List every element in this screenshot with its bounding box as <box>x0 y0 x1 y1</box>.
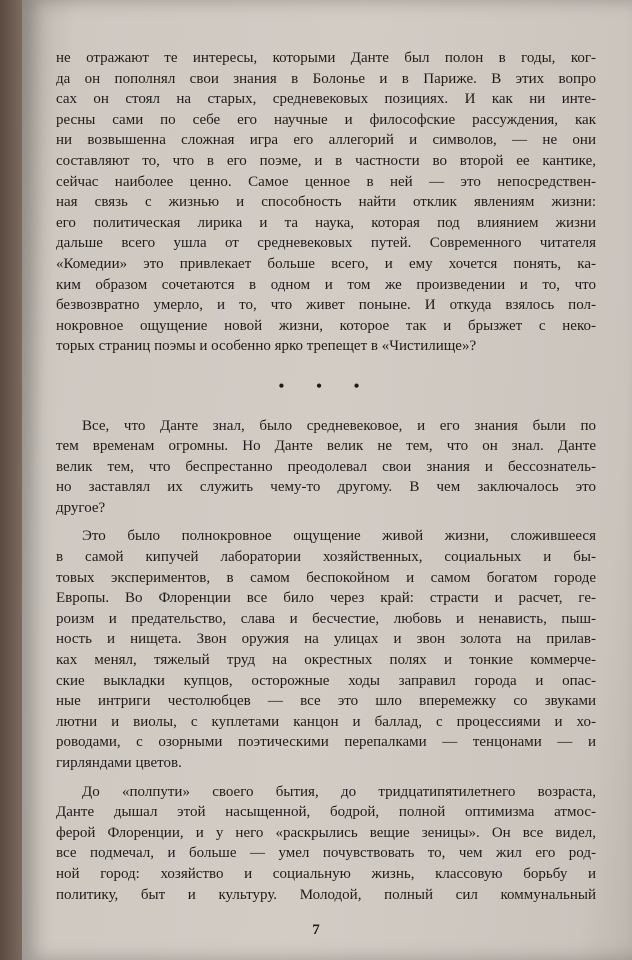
text-line: все подмечал, и больше — умел почувствовать то, чем жил его род- <box>56 845 596 862</box>
text-line: не отражают те интересы, которыми Данте был полон в годы, ког- <box>56 50 596 66</box>
text-line: ни возвышенна сложная игра его аллегорий и символов, — не они <box>56 132 596 149</box>
text-line: его политическая лирика и та наука, которая под влиянием жизни <box>56 214 596 231</box>
paragraph-3 <box>56 526 596 773</box>
text-line: другое? <box>56 499 106 516</box>
text-line: да он пополнял свои знания в Болонье и в Париже. В этих вопро <box>56 70 596 87</box>
text-line: сейчас наиболее ценно. Самое ценное в ней — это непосредствен- <box>56 173 596 190</box>
text-line: ферой Флоренции, и у него «раскрылись вещие зеницы». Он все видел, <box>56 824 596 841</box>
text-line: ной город: хозяйство и социальную жизнь, классовую борьбу и <box>56 865 596 882</box>
text-line: Данте дышал этой насыщенной, бодрой, полной оптимизма атмос- <box>56 804 596 821</box>
text-line: Европы. Во Флоренции все било через край: страсти и расчет, ге- <box>56 590 596 607</box>
text-line: ность и нищета. Звон оружия на улицах и звон золота на прилав- <box>56 631 596 648</box>
text-line: До «полпути» своего бытия, до тридцатипятилетнего возраста, <box>82 783 596 800</box>
text-line: тем временам огромны. Но Данте велик не тем, что он знал. Данте <box>56 438 596 455</box>
text-line: торых страниц поэмы и особенно ярко трепещет в «Чистилище»? <box>56 338 477 355</box>
text-line: роводами, с озорными поэтическими перепалками — тенцонами — и <box>56 734 596 751</box>
page-number: 7 <box>312 922 320 938</box>
text-line: лютни и виолы, с куплетами канцон и баллад, с процессиями и хо- <box>56 713 596 730</box>
text-line: ские выкладки купцов, осторожные ходы заправил города и опас- <box>56 672 596 689</box>
text-line: Все, что Данте знал, было средневековое, и его знания были по <box>82 417 596 434</box>
text-line: ная связь с жизнью и способность найти отклик явлениям жизни: <box>56 194 596 211</box>
text-line: дальше всего ушла от средневековых путей. Современного читателя <box>56 235 596 252</box>
text-line: в самой кипучей лаборатории хозяйственных, социальных и бы- <box>56 549 596 566</box>
text-line: но заставлял их служить чему-то другому. В чем заключалось это <box>56 479 596 496</box>
text-line: безвозвратно умерло, и то, что живет поныне. И откуда взялось пол- <box>56 297 596 314</box>
text-line: сах он стоял на старых, средневековых позициях. И как ни инте- <box>56 91 596 108</box>
text-line: политику, быт и культуру. Молодой, полный сил коммунальный <box>56 886 596 903</box>
text-line: гирляндами цветов. <box>56 755 182 771</box>
text-line: составляют то, что в его поэме, и в частности во второй ее кантике, <box>56 152 596 169</box>
section-separator: • • • <box>278 377 374 395</box>
text-line: ные интриги честолюбцев — все это шло вперемежку со звуками <box>56 693 596 710</box>
text-line: Это было полнокровное ощущение живой жизни, сложившееся <box>82 528 596 545</box>
text-line: ким образом сочетаются в одном и том же произведении и то, что <box>56 276 596 293</box>
paragraph-2 <box>56 416 596 519</box>
text-line: ресны сами по себе его научные и философские рассуждения, как <box>56 111 596 128</box>
page-text <box>56 48 596 905</box>
book-spine-shadow <box>0 0 22 960</box>
text-line: нокровное ощущение новой жизни, которое так и брызжет с неко- <box>56 317 596 334</box>
paragraph-1 <box>56 48 596 357</box>
text-line: роизм и предательство, слава и бесчестие, любовь и ненависть, пыш- <box>56 610 596 627</box>
text-line: товых экспериментов, в самом беспокойном и самом богатом городе <box>56 569 596 586</box>
text-line: велик тем, что беспрестанно преодолевал свои знания и бессознатель- <box>56 458 596 475</box>
paragraph-4 <box>56 782 596 906</box>
text-line: ках менял, тяжелый труд на окрестных полях и тонкие коммерче- <box>56 652 596 669</box>
text-line: «Комедии» это привлекает больше всего, и ему хочется понять, ка- <box>56 255 596 272</box>
